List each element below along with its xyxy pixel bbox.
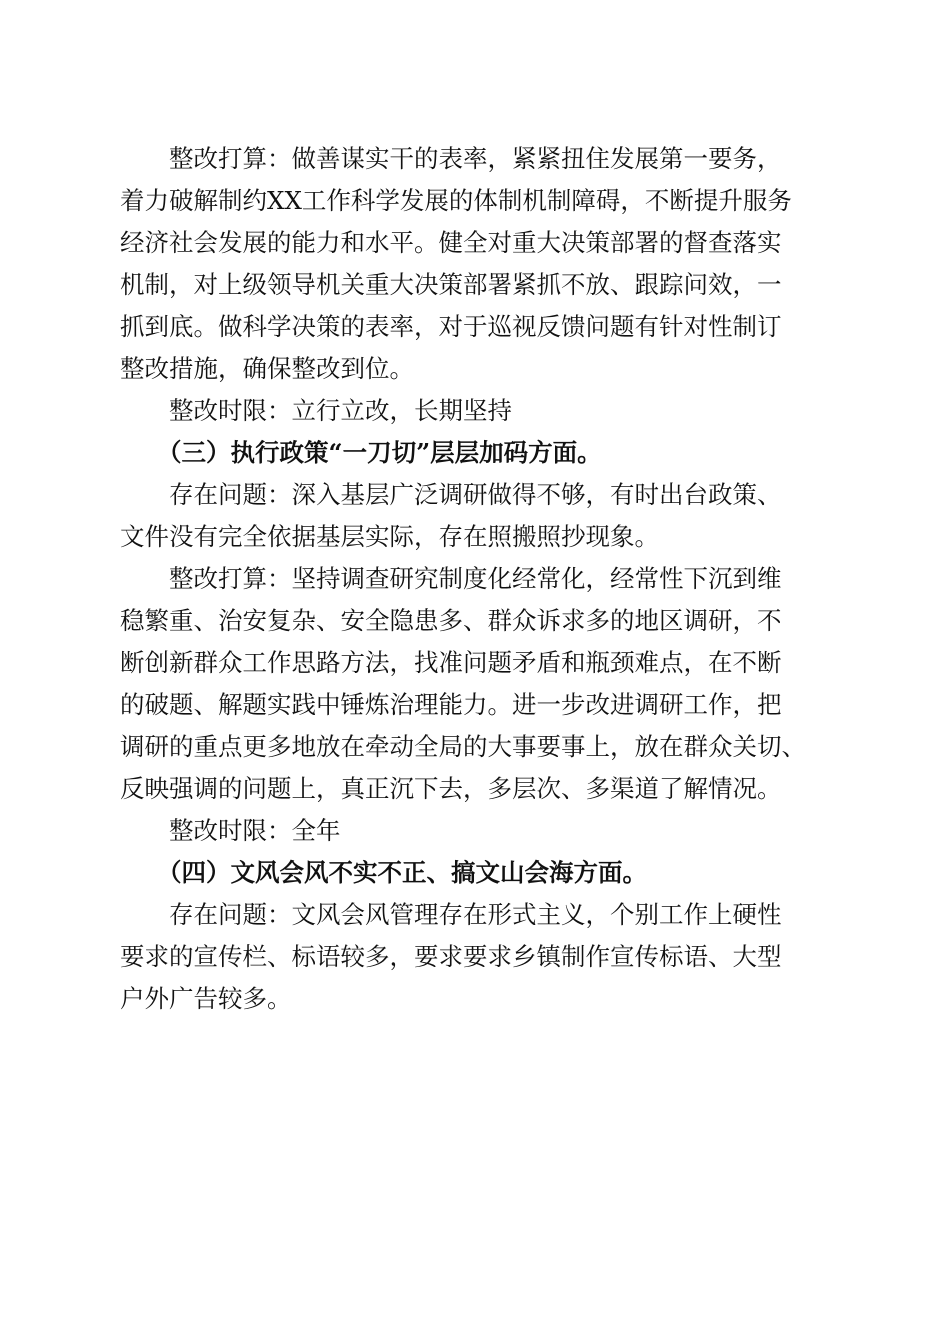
- text-line: 经济社会发展的能力和水平。健全对重大决策部署的督查落实: [120, 228, 782, 257]
- text-line: 抓到底。做科学决策的表率，对于巡视反馈问题有针对性制订: [120, 312, 782, 341]
- paragraph-existing-problem-4: [120, 894, 832, 1020]
- text-line: 整改时限：立行立改，长期坚持: [169, 396, 512, 425]
- text-line: 整改时限：全年: [169, 816, 341, 845]
- text-line: 断创新群众工作思路方法，找准问题矛盾和瓶颈难点，在不断: [120, 648, 782, 677]
- text-line: 的破题、解题实践中锤炼治理能力。进一步改进调研工作，把: [120, 690, 782, 719]
- text-line: 反映强调的问题上，真正沉下去，多层次、多渠道了解情况。: [120, 774, 782, 803]
- text-line: 存在问题：文风会风管理存在形式主义，个别工作上硬性: [169, 900, 782, 929]
- text-line: 着力破解制约XX工作科学发展的体制机制障碍，不断提升服务: [120, 186, 792, 215]
- text-line: 整改打算：做善谋实干的表率，紧紧扭住发展第一要务，: [169, 144, 782, 173]
- text-line: 机制，对上级领导机关重大决策部署紧抓不放、跟踪问效，一: [120, 270, 782, 299]
- text-line: 户外广告较多。: [120, 984, 292, 1013]
- section-heading-3: [120, 432, 832, 474]
- text-line: 整改措施，确保整改到位。: [120, 354, 414, 383]
- text-line: 要求的宣传栏、标语较多，要求要求乡镇制作宣传标语、大型: [120, 942, 782, 971]
- text-line: 整改打算：坚持调查研究制度化经常化，经常性下沉到维: [169, 564, 782, 593]
- paragraph-deadline-1: [120, 390, 832, 432]
- document-body: [120, 138, 832, 1020]
- section-heading-text: （三）执行政策“一刀切”层层加码方面。: [157, 438, 602, 467]
- paragraph-existing-problem-3: [120, 474, 832, 558]
- text-line: 文件没有完全依据基层实际，存在照搬照抄现象。: [120, 522, 659, 551]
- section-heading-4: [120, 852, 832, 894]
- paragraph-deadline-3: [120, 810, 832, 852]
- text-line: 稳繁重、治安复杂、安全隐患多、群众诉求多的地区调研，不: [120, 606, 782, 635]
- text-line: 存在问题：深入基层广泛调研做得不够，有时出台政策、: [169, 480, 782, 509]
- section-heading-text: （四）文风会风不实不正、搞文山会海方面。: [157, 858, 647, 887]
- paragraph-rectification-plan-1: [120, 138, 832, 390]
- text-line: 调研的重点更多地放在牵动全局的大事要事上，放在群众关切、: [120, 732, 806, 761]
- paragraph-rectification-plan-3: [120, 558, 832, 810]
